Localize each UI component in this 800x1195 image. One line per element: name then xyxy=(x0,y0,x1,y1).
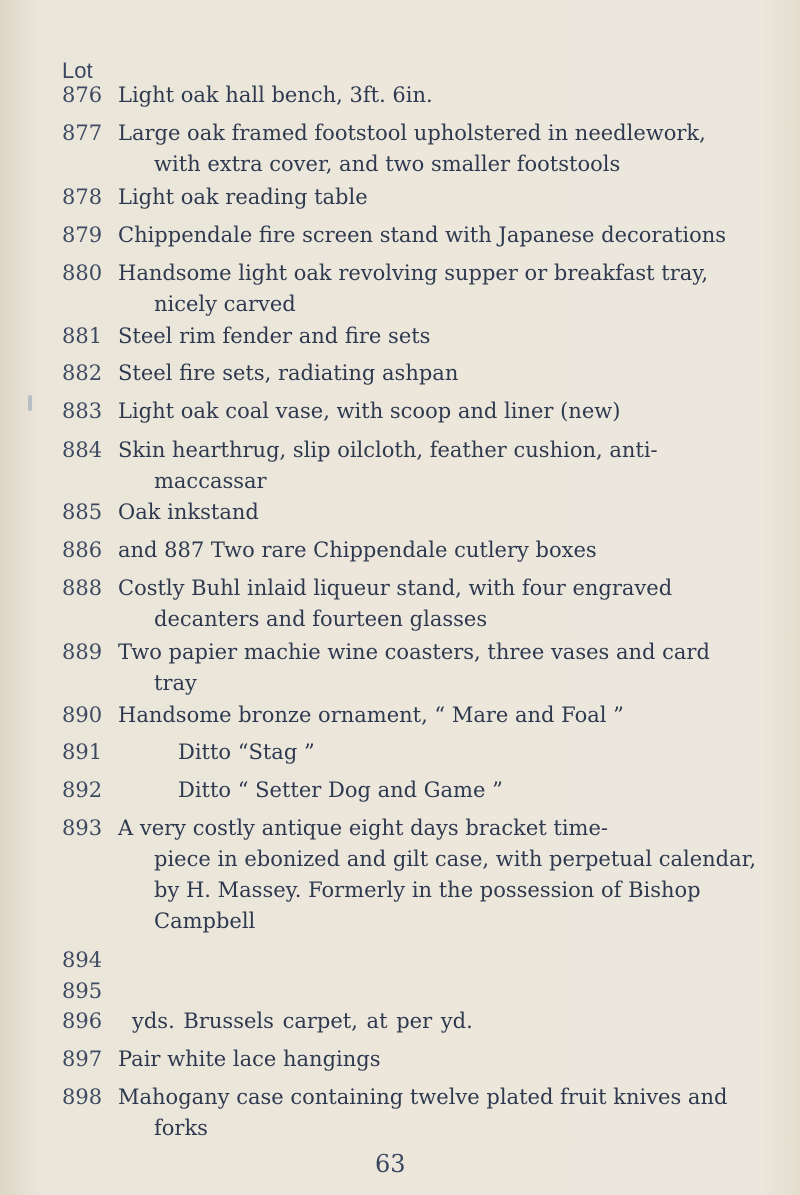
lot-description: Mahogany case containing twelve plated fruit knives and forks xyxy=(118,1085,728,1140)
lot-column-heading: Lot xyxy=(62,58,93,83)
lot-number: 885 xyxy=(62,500,103,524)
lot-description: Handsome light oak revolving supper or breakfast tray, nicely carved xyxy=(118,261,708,316)
lot-number: 882 xyxy=(62,361,103,385)
lot-description: Light oak reading table xyxy=(118,185,368,209)
lot-number: 895 xyxy=(62,979,103,1003)
lot-description: Chippendale fire screen stand with Japanese decorations xyxy=(118,223,727,247)
lot-description: and 887 Two rare Chippendale cutlery boxes xyxy=(118,538,597,562)
lot-number: 889 xyxy=(62,640,103,664)
lot-description: Ditto “ Setter Dog and Game ” xyxy=(178,778,503,802)
lot-description: Skin hearthrug, slip oilcloth, feather cushion, anti- maccassar xyxy=(118,438,658,493)
lot-number: 891 xyxy=(62,740,103,764)
lot-description: Pair white lace hangings xyxy=(118,1047,381,1071)
lot-number: 876 xyxy=(62,83,103,107)
lot-number: 897 xyxy=(62,1047,103,1071)
lot-description: Steel fire sets, radiating ashpan xyxy=(118,361,459,385)
lot-description: Large oak framed footstool upholstered in needlework, with extra cover, and two smaller footstools xyxy=(118,121,706,176)
lot-number: 880 xyxy=(62,261,103,285)
lot-number: 893 xyxy=(62,816,103,840)
lot-number: 883 xyxy=(62,399,103,423)
lot-number: 881 xyxy=(62,324,103,348)
lot-description: Handsome bronze ornament, “ Mare and Foal ” xyxy=(118,703,624,727)
lot-number: 898 xyxy=(62,1085,103,1109)
lot-number: 888 xyxy=(62,576,103,600)
lot-number: 886 xyxy=(62,538,103,562)
lot-number: 890 xyxy=(62,703,103,727)
lot-description: Two papier machie wine coasters, three vases and card tray xyxy=(118,640,710,695)
lot-description: Oak inkstand xyxy=(118,500,259,524)
lot-description: yds. Brussels carpet, at per yd. xyxy=(132,1009,473,1033)
lot-description: Costly Buhl inlaid liqueur stand, with four engraved decanters and fourteen glasses xyxy=(118,576,673,631)
margin-mark xyxy=(28,395,32,411)
lot-number: 878 xyxy=(62,185,103,209)
lot-description: Light oak hall bench, 3ft. 6in. xyxy=(118,83,433,107)
lot-number: 894 xyxy=(62,948,103,972)
lot-number: 884 xyxy=(62,438,103,462)
lot-number: 896 xyxy=(62,1009,103,1033)
lot-number: 877 xyxy=(62,121,103,145)
lot-number: 892 xyxy=(62,778,103,802)
lot-description: A very costly antique eight days bracket time- piece in ebonized and gilt case, with perpetual calendar, by H. Massey. Formerly in the possession of Bishop Campbell xyxy=(118,816,757,933)
lot-description: Ditto “Stag ” xyxy=(178,740,315,764)
lot-description: Steel rim fender and fire sets xyxy=(118,324,431,348)
lot-number: 879 xyxy=(62,223,103,247)
page-number: 63 xyxy=(375,1150,406,1178)
lot-description: Light oak coal vase, with scoop and liner (new) xyxy=(118,399,621,423)
